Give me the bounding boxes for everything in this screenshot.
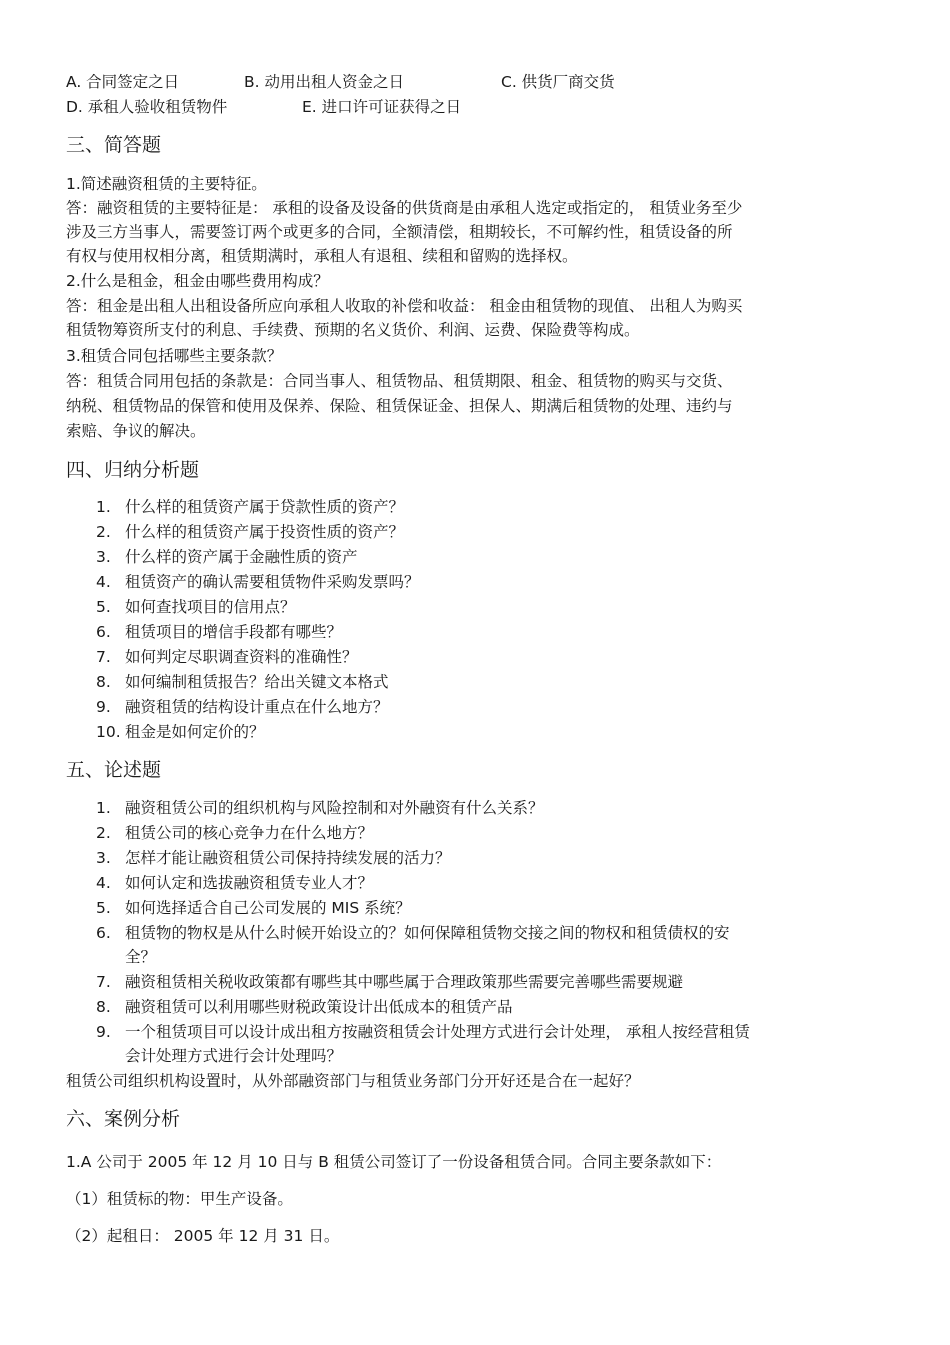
list-number: 8. xyxy=(96,673,111,691)
list-number: 10. xyxy=(96,723,121,741)
answer-line: 索赔、争议的解决。 xyxy=(66,422,206,440)
list-item: 租赁项目的增信手段都有哪些？ xyxy=(125,623,343,641)
list-item: 如何认定和选拔融资租赁专业人才？ xyxy=(125,874,374,892)
section-title-analysis: 四、归纳分析题 xyxy=(66,459,200,481)
answer-line: 纳税、租赁物品的保管和使用及保养、保险、租赁保证金、担保人、期满后租赁物的处理、违约与 xyxy=(66,397,733,415)
option-d: D. 承租人验收租赁物件 xyxy=(66,98,228,116)
list-item: 租金是如何定价的？ xyxy=(125,723,265,741)
list-item: 如何编制租赁报告？给出关键文本格式 xyxy=(125,673,389,691)
answer-line: 租赁物筹资所支付的利息、手续费、预期的名义货价、利润、运费、保险费等构成。 xyxy=(66,321,640,339)
answer-line: 答：租赁合同用包括的条款是：合同当事人、租赁物品、租赁期限、租金、租赁物的购买与交货、 xyxy=(66,372,733,390)
section-title-essay: 五、论述题 xyxy=(66,759,162,781)
list-number: 6. xyxy=(96,924,111,942)
list-number: 1. xyxy=(96,799,111,817)
list-item: 一个租赁项目可以设计成出租方按融资租赁会计处理方式进行会计处理， 承租人按经营租赁 xyxy=(125,1023,750,1041)
question-line: 2.什么是租金，租金由哪些费用构成？ xyxy=(66,272,329,290)
list-number: 6. xyxy=(96,623,111,641)
answer-line: 答：融资租赁的主要特征是： 承租的设备及设备的供货商是由承租人选定或指定的， 租赁业务至少 xyxy=(66,199,743,217)
list-item: 怎样才能让融资租赁公司保持持续发展的活力？ xyxy=(125,849,451,867)
trailing-question: 租赁公司组织机构设置时，从外部融资部门与租赁业务部门分开好还是合在一起好？ xyxy=(66,1072,640,1090)
answer-line: 有权与使用权相分离，租赁期满时，承租人有退租、续租和留购的选择权。 xyxy=(66,247,578,265)
list-item-continuation: 会计处理方式进行会计处理吗？ xyxy=(125,1047,343,1065)
section-title-case-study: 六、案例分析 xyxy=(66,1108,181,1130)
list-item: 什么样的资产属于金融性质的资产 xyxy=(125,548,358,566)
list-item: 融资租赁相关税收政策都有哪些其中哪些属于合理政策那些需要完善哪些需要规避 xyxy=(125,973,684,991)
case-clause: （2）起租日： 2005 年 12 月 31 日。 xyxy=(66,1227,340,1245)
option-c: C. 供货厂商交货 xyxy=(501,73,615,91)
list-number: 8. xyxy=(96,998,111,1016)
list-number: 7. xyxy=(96,973,111,991)
list-item: 租赁物的物权是从什么时候开始设立的？如何保障租赁物交接之间的物权和租赁债权的安 xyxy=(125,924,730,942)
question-line: 1.简述融资租赁的主要特征。 xyxy=(66,175,267,193)
list-number: 4. xyxy=(96,573,111,591)
list-item: 租赁资产的确认需要租赁物件采购发票吗？ xyxy=(125,573,420,591)
question-line: 3.租赁合同包括哪些主要条款？ xyxy=(66,347,283,365)
list-item: 如何查找项目的信用点？ xyxy=(125,598,296,616)
list-number: 5. xyxy=(96,899,111,917)
list-item-continuation: 全？ xyxy=(125,948,157,966)
case-intro: 1.A 公司于 2005 年 12 月 10 日与 B 租赁公司签订了一份设备租赁合同。合同主要条款如下： xyxy=(66,1153,722,1171)
list-number: 1. xyxy=(96,498,111,516)
list-item: 租赁公司的核心竞争力在什么地方？ xyxy=(125,824,374,842)
list-item: 什么样的租赁资产属于投资性质的资产？ xyxy=(125,523,405,541)
list-number: 9. xyxy=(96,698,111,716)
list-number: 9. xyxy=(96,1023,111,1041)
option-a: A. 合同签定之日 xyxy=(66,73,180,91)
list-item: 如何判定尽职调查资料的准确性？ xyxy=(125,648,358,666)
list-item: 如何选择适合自己公司发展的 MIS 系统？ xyxy=(125,899,411,917)
list-item: 融资租赁的结构设计重点在什么地方？ xyxy=(125,698,389,716)
list-number: 2. xyxy=(96,523,111,541)
option-e: E. 进口许可证获得之日 xyxy=(302,98,462,116)
list-number: 7. xyxy=(96,648,111,666)
list-number: 2. xyxy=(96,824,111,842)
section-title-short-answer: 三、简答题 xyxy=(66,134,162,156)
answer-line: 答：租金是出租人出租设备所应向承租人收取的补偿和收益： 租金由租赁物的现值、 出租人为购买 xyxy=(66,297,743,315)
list-number: 5. xyxy=(96,598,111,616)
list-item: 什么样的租赁资产属于贷款性质的资产？ xyxy=(125,498,405,516)
list-number: 4. xyxy=(96,874,111,892)
option-b: B. 动用出租人资金之日 xyxy=(244,73,404,91)
list-item: 融资租赁可以利用哪些财税政策设计出低成本的租赁产品 xyxy=(125,998,513,1016)
case-clause: （1）租赁标的物：甲生产设备。 xyxy=(66,1190,293,1208)
list-number: 3. xyxy=(96,548,111,566)
list-item: 融资租赁公司的组织机构与风险控制和对外融资有什么关系？ xyxy=(125,799,544,817)
list-number: 3. xyxy=(96,849,111,867)
answer-line: 涉及三方当事人，需要签订两个或更多的合同，全额清偿，租期较长，不可解约性，租赁设备的所 xyxy=(66,223,733,241)
